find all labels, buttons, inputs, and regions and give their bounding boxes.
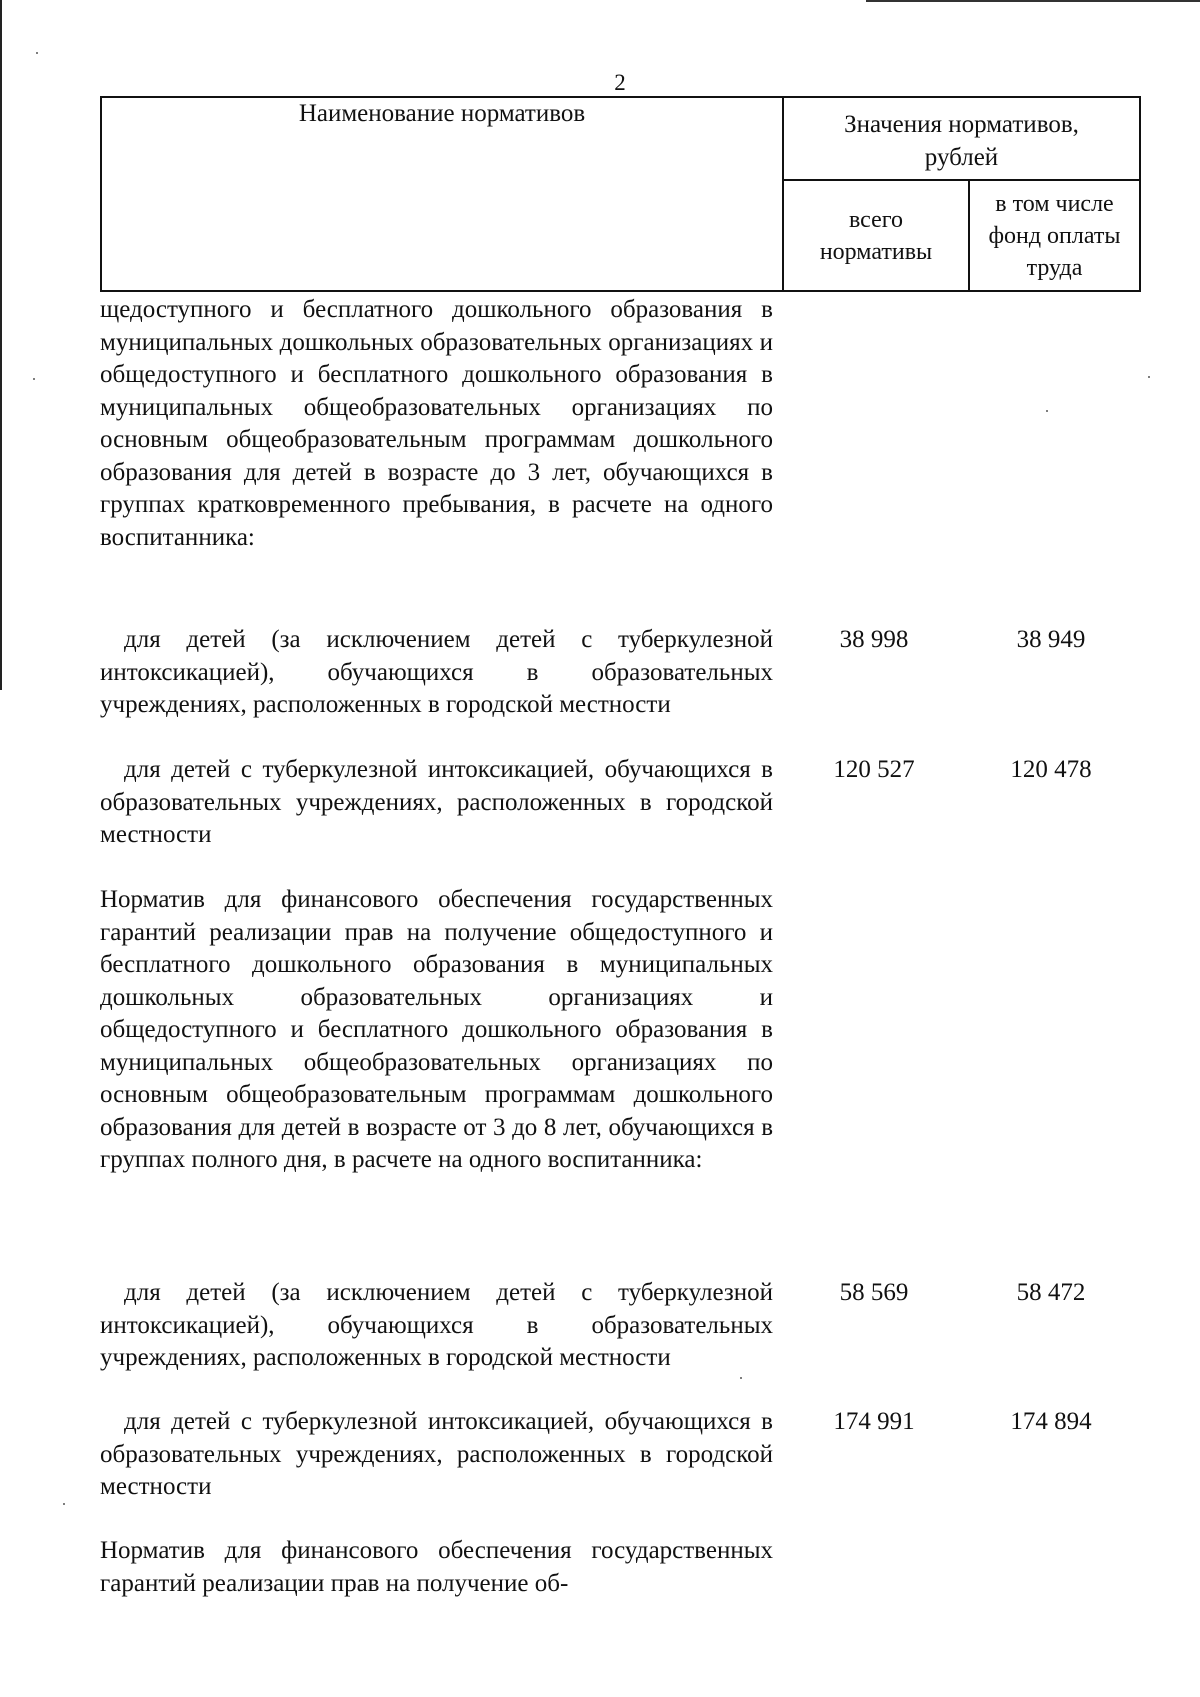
row-total-value: 58 569 — [839, 1279, 909, 1306]
row-fot-value: 120 478 — [1010, 756, 1092, 783]
header-values-label: Значения нормативов, рублей — [844, 110, 1079, 171]
section-intro: щедоступного и бесплатного дошкольного образования в муниципальных дошкольных образовательных организациях и общедоступного и бесплатного дошкольного образования в муниципальных общеобразовательных организациях по основным общеобразовательным программам дошкольного образования для детей в возрасте до 3 лет, обучающихся в группах кратковременного пребывания, в расчете на одного воспитанника: — [100, 296, 773, 551]
row-fot-value: 38 949 — [1016, 626, 1086, 653]
scan-speck — [33, 378, 35, 380]
scan-speck — [36, 52, 38, 54]
row-total-value: 120 527 — [833, 756, 915, 783]
table-header — [100, 96, 1141, 292]
row-label: для детей (за исключением детей с туберкулезной интоксикацией), обучающихся в образовательных учреждениях, расположенных в городской местности — [100, 626, 773, 718]
row-total-value: 174 991 — [833, 1408, 915, 1435]
section-intro: Норматив для финансового обеспечения государственных гарантий реализации прав на получение общедоступного и бесплатного дошкольного образования в муниципальных дошкольных образовательных организациях и общедоступного и бесплатного дошкольного образования в муниципальных общеобразовательных организациях по основным общеобразовательным программам дошкольного образования для детей в возрасте от 3 до 8 лет, обучающихся в группах полного дня, в расчете на одного воспитанника: — [100, 886, 773, 1173]
row-fot-value: 174 894 — [1010, 1408, 1092, 1435]
header-total-label: всего нормативы — [819, 206, 933, 265]
scan-speck — [1148, 376, 1150, 378]
scan-speck — [1046, 410, 1048, 412]
scan-edge-left — [0, 0, 2, 690]
header-fot-label: в том числе фонд оплаты труда — [988, 190, 1121, 281]
row-label: для детей (за исключением детей с туберкулезной интоксикацией), обучающихся в образовательных учреждениях, расположенных в городской местности — [100, 1279, 773, 1371]
row-label: для детей с туберкулезной интоксикацией, обучающихся в образовательных учреждениях, расположенных в городской местности — [100, 1408, 773, 1500]
header-total-column — [784, 181, 970, 290]
row-total-value: 38 998 — [839, 626, 909, 653]
scan-edge-top — [866, 0, 1200, 2]
scan-speck — [740, 1377, 742, 1379]
header-values-group — [784, 98, 1139, 181]
header-fot-column — [970, 181, 1139, 290]
section-intro: Норматив для финансового обеспечения государственных гарантий реализации прав на получение об- — [100, 1537, 773, 1597]
scan-speck — [63, 1503, 65, 1505]
header-name-label: Наименование нормативов — [298, 100, 586, 127]
row-fot-value: 58 472 — [1016, 1279, 1086, 1306]
header-name-column — [102, 98, 784, 290]
page-number: 2 — [614, 70, 626, 95]
row-label: для детей с туберкулезной интоксикацией, обучающихся в образовательных учреждениях, расположенных в городской местности — [100, 756, 773, 848]
